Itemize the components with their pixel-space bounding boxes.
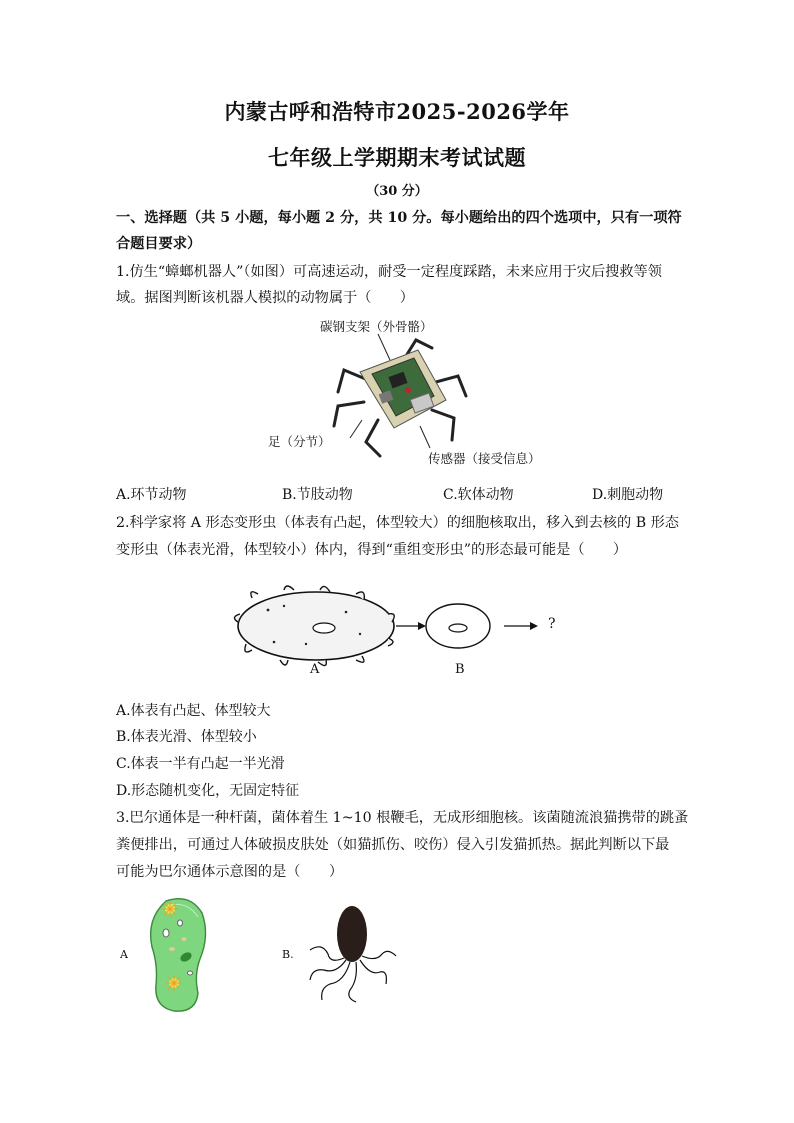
q1-option-d[interactable]: D.刺胞动物 — [592, 487, 664, 503]
q2-option-a[interactable]: A.体表有凸起、体型较大 — [116, 703, 271, 719]
q3-option-b-label[interactable]: B. — [282, 948, 294, 961]
q1-label-sensor: 传感器（接受信息） — [428, 451, 541, 466]
q1-label-frame: 碳钢支架（外骨骼） — [320, 319, 433, 334]
robot-cockroach-illustration — [320, 330, 480, 470]
flagellated-bacterium-illustration — [300, 904, 400, 1004]
amoeba-transplant-diagram — [228, 584, 568, 668]
q2-option-d[interactable]: D.形态随机变化，无固定特征 — [116, 783, 300, 799]
paramecium-illustration — [144, 895, 214, 1015]
q3-option-a-label[interactable]: A — [120, 948, 128, 961]
section-heading-line1: 一、选择题（共 5 小题，每小题 2 分，共 10 分。每小题给出的四个选项中，只有一项符 — [116, 210, 682, 226]
exam-title-line1: 内蒙古呼和浩特市2025-2026学年 — [224, 99, 570, 124]
exam-title-line2: 七年级上学期期末考试试题 — [268, 145, 526, 170]
q2-label-a: A — [310, 662, 320, 677]
q3-stem-line3: 可能为巴尔通体示意图的是（ ） — [116, 864, 344, 880]
q3-stem-line1: 3.巴尔通体是一种杆菌，菌体着生 1~10 根鞭毛，无成形细胞核。该菌随流浪猫携带的跳蚤 — [116, 810, 689, 826]
amoeba-b-icon — [426, 604, 490, 648]
q2-stem-line1: 2.科学家将 A 形态变形虫（体表有凸起，体型较大）的细胞核取出，移入到去核的 B 形态 — [116, 515, 679, 531]
q1-label-foot: 足（分节） — [268, 434, 331, 449]
q2-unknown-result: ? — [548, 616, 556, 632]
q1-option-a[interactable]: A.环节动物 — [116, 487, 187, 503]
q1-option-b[interactable]: B.节肢动物 — [282, 487, 353, 503]
q2-option-c[interactable]: C.体表一半有凸起一半光滑 — [116, 756, 285, 772]
q3-stem-line2: 粪便排出，可通过人体破损皮肤处（如猫抓伤、咬伤）侵入引发猫抓热。据此判断以下最 — [116, 837, 670, 853]
q1-stem-line1: 1.仿生“蟑螂机器人”（如图）可高速运动，耐受一定程度踩踏，未来应用于灾后搜救等领 — [116, 264, 662, 280]
q2-label-b: B — [455, 662, 465, 677]
section-score: （30 分） — [366, 184, 428, 199]
q2-stem-line2: 变形虫（体表光滑，体型较小）体内，得到“重组变形虫”的形态最可能是（ ） — [116, 542, 628, 558]
q1-stem-line2: 域。据图判断该机器人模拟的动物属于（ ） — [116, 290, 414, 306]
q1-option-c[interactable]: C.软体动物 — [443, 487, 514, 503]
section-heading-line2: 合题目要求） — [116, 236, 202, 252]
amoeba-a-icon — [234, 586, 394, 666]
q2-option-b[interactable]: B.体表光滑、体型较小 — [116, 729, 257, 745]
